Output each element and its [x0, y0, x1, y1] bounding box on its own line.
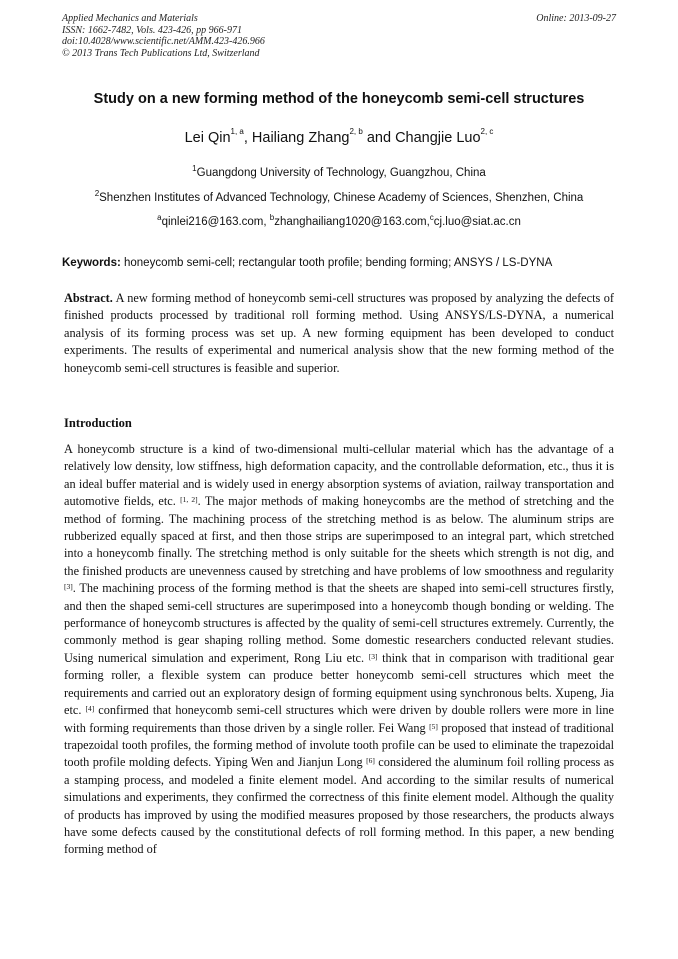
email-link[interactable]: qinlei216@163.com, [161, 216, 270, 228]
citation[interactable]: [1, 2] [180, 495, 198, 505]
author-name: Changjie Luo [395, 130, 481, 146]
online-date: Online: 2013-09-27 [536, 13, 616, 24]
introduction-paragraph [64, 441, 614, 859]
author-sup: 2, c [480, 127, 494, 136]
email-sup: c [429, 213, 434, 222]
citation[interactable]: [3] [368, 651, 378, 661]
email-sup: a [157, 213, 162, 222]
citation[interactable]: [4] [85, 704, 95, 714]
email-link[interactable]: cj.luo@siat.ac.cn [433, 216, 521, 228]
keywords-label: Keywords: [62, 257, 121, 269]
affiliation-text: Guangdong University of Technology, Guangzhou, China [196, 167, 486, 179]
section-heading-introduction: Introduction [64, 416, 132, 430]
author-sup: 1, a [230, 127, 244, 136]
journal-header [62, 13, 265, 59]
affiliation-text: Shenzhen Institutes of Advanced Technology, Chinese Academy of Sciences, Shenzhen, China [99, 192, 584, 204]
paper-title: Study on a new forming method of the honeycomb semi-cell structures [93, 91, 585, 107]
author-name: Hailiang Zhang [251, 130, 350, 146]
journal-name: Applied Mechanics and Materials [62, 13, 198, 24]
keywords [62, 257, 622, 269]
copyright-line: © 2013 Trans Tech Publications Ltd, Switzerland [62, 47, 260, 59]
affiliation-1 [0, 164, 678, 179]
body-text: . The major methods of making honeycombs are the method of stretching and the method of forming. The machining process of the stretching method is as below. The aluminum strips are rubberized equally spaced at first, and then those strips are superimposed to an integral part, which stretched into a honeycomb finally. The stretching method is only suitable for the sheets which strength is not dig, and the finished products are unevenness caused by stretching and have problems of low smoothness and regularity [64, 494, 614, 578]
body-text: confirmed that honeycomb semi-cell structures which were driven by double rollers were more in line with forming requirements than those driven by a single roller. Fei Wang [64, 703, 615, 735]
issn-line: ISSN: 1662-7482, Vols. 423-426, pp 966-971 [62, 24, 242, 36]
body-text: proposed that instead of traditional trapezoidal tooth profiles, the forming method of involute tooth profile can be used to eliminate the trapezoidal tooth profile molding defects. Yiping Wen and Jianjun Long [64, 720, 614, 770]
author-and: and [362, 130, 396, 146]
email-link[interactable]: zhanghailiang1020@163.com, [274, 216, 430, 228]
body-text: . The machining process of the forming method is that the sheets are shaped into semi-cell structures firstly, and then the shaped semi-cell structures are superimposed into a honeycomb though bonding or welding. The performance of honeycomb structures is affected by the quality of semi-cell structures extremely. Currently, the commonly method is gear shaping rolling method. Some domestic researchers conducted relevant studies. Using numerical simulation and experiment, Rong Liu etc. [64, 581, 614, 665]
citation[interactable]: [6] [366, 756, 375, 766]
author-sup: 2, b [349, 127, 363, 136]
body-text: considered the aluminum foil rolling process as a stamping process, and modeled a finite element model. And according to the similar results of numerical simulations and experiments, they confirmed the correctness of this finite element model. Although the quality of products has improved by using the modified measures proposed by those researchers, the products always have some defects caused by the constitutional defects of roll forming method. In this paper, a new bending forming method of [64, 755, 614, 857]
citation[interactable]: [5] [429, 721, 438, 731]
abstract [64, 290, 614, 377]
author-list [0, 127, 678, 146]
author-name: Lei Qin [184, 130, 231, 146]
affiliation-sup: 1 [192, 164, 197, 173]
affiliation-sup: 2 [94, 189, 100, 198]
body-text: A honeycomb structure is a kind of two-dimensional multi-cellular material which has the advantage of a relatively low density, low stiffness, high deformation capacity, and the controllable deformation, etc., thus it is an ideal buffer material and is widely used in energy absorption systems of aviation, railway transportation and automotive fields, etc. [64, 442, 614, 509]
email-sup: b [269, 213, 275, 222]
abstract-label: Abstract. [64, 291, 113, 305]
body-text: think that in comparison with traditional gear forming roller, a flexible system can produce better honeycomb semi-cell structures which meet the requirements and carried out an exploratory design of forming equipment using synchronous belts. Xupeng, Jia etc. [64, 650, 615, 718]
email-list [0, 213, 678, 228]
abstract-text: A new forming method of honeycomb semi-cell structures was proposed by analyzing the defects of finished products processed by traditional roll forming method. Using ANSYS/LS-DYNA, a numerical analysis of its forming process was set up. A new forming equipment has been developed to conduct experiments. The results of experimental and numerical analysis show that the new forming method of the honeycomb semi-cell structures is feasible and superior. [64, 291, 614, 375]
doi-line[interactable]: doi:10.4028/www.scientific.net/AMM.423-426.966 [62, 36, 265, 47]
keywords-text: honeycomb semi-cell; rectangular tooth profile; bending forming; ANSYS / LS-DYNA [120, 257, 553, 269]
citation[interactable]: [3] [64, 582, 73, 592]
affiliation-2 [0, 189, 678, 204]
author-separator: , [243, 130, 252, 146]
